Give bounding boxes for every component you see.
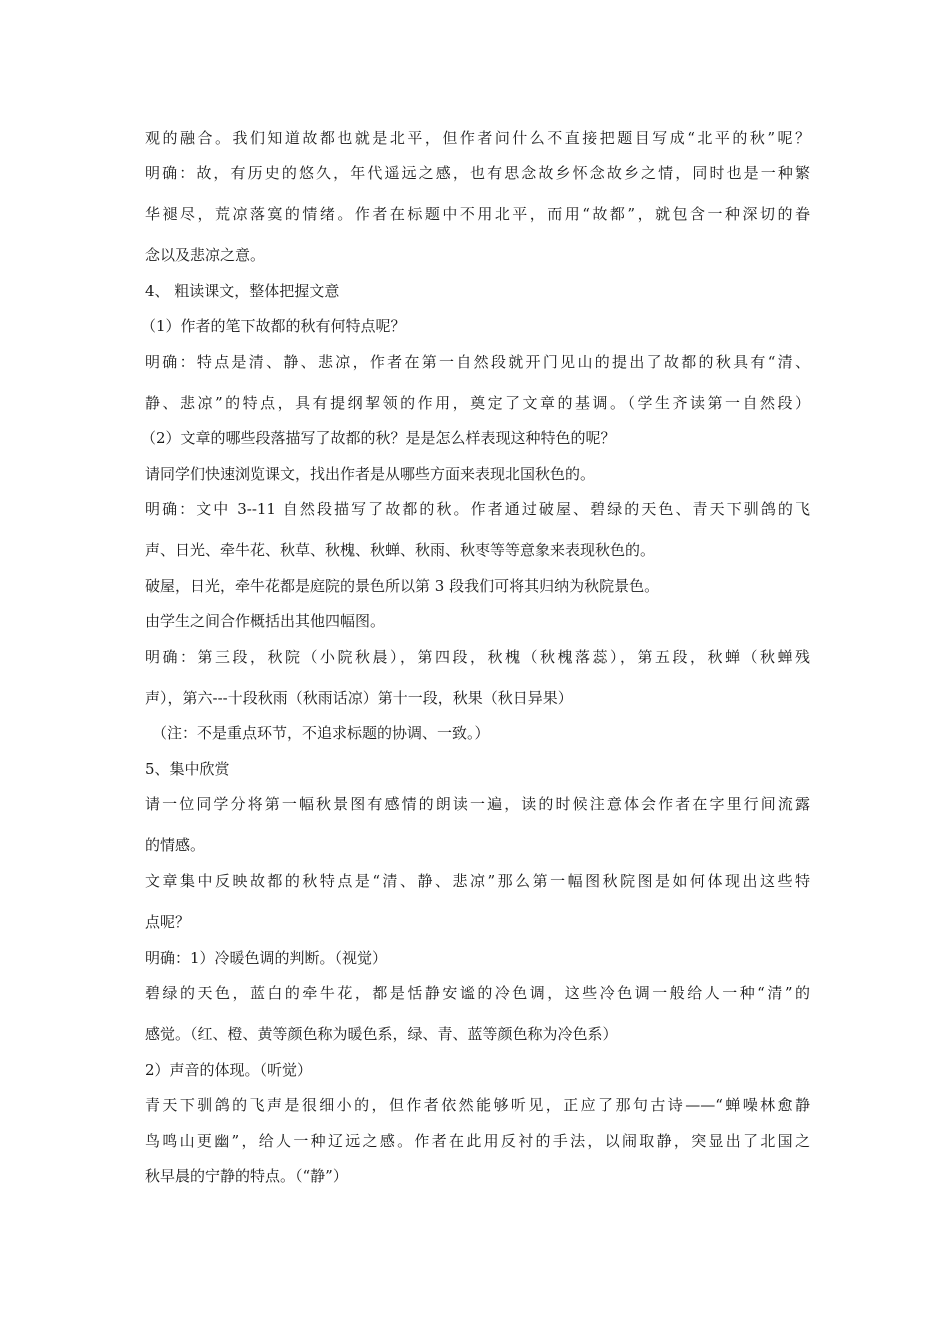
text-line: 观的融合。我们知道故都也就是北平，但作者问什么不直接把题目写成“北平的秋”呢？ [145,129,810,147]
text-line: 秋早晨的宁静的特点。（“静”） [145,1167,348,1185]
text-line: 青天下驯鸽的飞声是很细小的，但作者依然能够听见，正应了那句古诗——“蝉噪林愈静 [145,1096,810,1114]
section-heading: 4、 粗读课文，整体把握文意 [145,282,340,300]
text-line: 破屋，日光，牵牛花都是庭院的景色所以第 3 段我们可将其归纳为秋院景色。 [145,577,660,595]
text-line: 明确：特点是清、静、悲凉，作者在第一自然段就开门见山的提出了故都的秋具有“清、 [145,353,810,371]
text-line: 明确：文中 3--11 自然段描写了故都的秋。作者通过破屋、碧绿的天色、青天下驯鸽的飞 [145,500,810,518]
text-line: 静、悲凉”的特点，具有提纲挈领的作用，奠定了文章的基调。（学生齐读第一自然段） [145,394,810,412]
text-line: 鸟鸣山更幽”，给人一种辽远之感。作者在此用反衬的手法，以闹取静，突显出了北国之 [145,1132,810,1150]
text-line: 请一位同学分将第一幅秋景图有感情的朗读一遍，读的时候注意体会作者在字里行间流露 [145,795,810,813]
text-line: 文章集中反映故都的秋特点是“清、静、悲凉”那么第一幅图秋院图是如何体现出这些特 [145,872,810,890]
text-line: 明确：1）冷暖色调的判断。（视觉） [145,949,388,967]
text-line: 声），第六---十段秋雨（秋雨话凉）第十一段，秋果（秋日异果） [145,689,573,707]
text-line: 请同学们快速浏览课文，找出作者是从哪些方面来表现北国秋色的。 [145,465,596,483]
text-line: 明确：第三段，秋院（小院秋晨），第四段，秋槐（秋槐落蕊），第五段，秋蝉（秋蝉残 [145,648,810,666]
text-line: 碧绿的天色，蓝白的牵牛花，都是恬静安谧的冷色调，这些冷色调一般给人一种“清”的 [145,984,810,1002]
text-line: 感觉。（红、橙、黄等颜色称为暖色系，绿、青、蓝等颜色称为冷色系） [145,1025,618,1043]
question-line: （2）文章的哪些段落描写了故都的秋？是是怎么样表现这种特色的呢？ [141,429,616,447]
note-line: （注：不是重点环节，不追求标题的协调、一致。） [152,724,490,742]
text-line: 华褪尽，荒凉落寞的情绪。作者在标题中不用北平，而用“故都”，就包含一种深切的眷 [145,205,810,223]
text-line: 声、日光、牵牛花、秋草、秋槐、秋蝉、秋雨、秋枣等等意象来表现秋色的。 [145,541,656,559]
text-line: 点呢？ [145,913,191,931]
text-line: 由学生之间合作概括出其他四幅图。 [145,612,386,630]
text-line: 2）声音的体现。（听觉） [145,1061,313,1079]
question-line: （1）作者的笔下故都的秋有何特点呢？ [141,317,406,335]
text-line: 的情感。 [145,836,206,854]
section-heading: 5、集中欣赏 [145,760,230,778]
text-line: 明确：故，有历史的悠久，年代遥远之感，也有思念故乡怀念故乡之情，同时也是一种繁 [145,164,810,182]
text-line: 念以及悲凉之意。 [145,246,266,264]
